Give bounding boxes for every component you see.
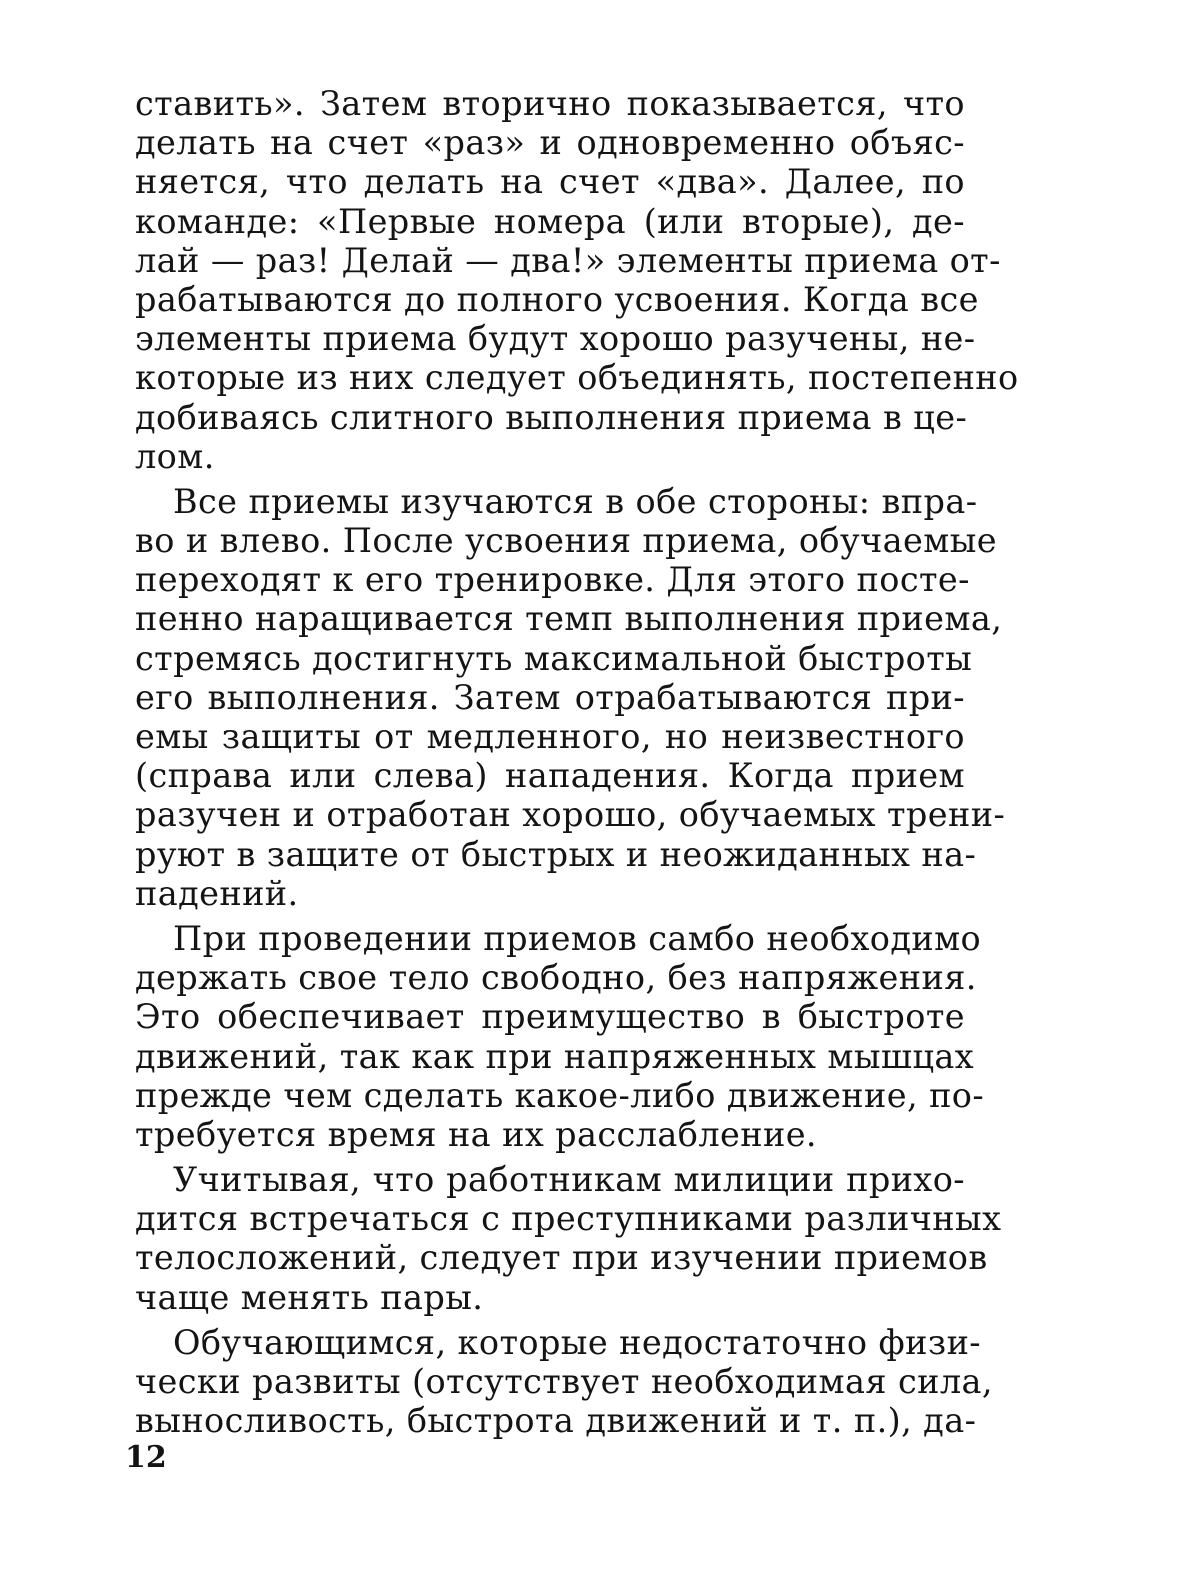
text-line: емы защиты от медленного, но неизвестного xyxy=(135,717,965,756)
text-line: Это обеспечивает преимущество в быстроте xyxy=(135,997,965,1037)
text-line: ставить». Затем вторично показывается, что xyxy=(135,84,965,123)
text-line: прежде чем сделать какое-либо движение, по- xyxy=(135,1075,985,1115)
text-line: При проведении приемов самбо необходимо xyxy=(173,918,982,958)
text-line: разучен и отработан хорошо, обучаемых трени- xyxy=(135,795,1006,835)
text-line: чаще менять пары. xyxy=(135,1277,484,1317)
text-line: движений, так как при напряженных мышцах xyxy=(135,1036,975,1076)
text-line: добиваясь слитного выполнения приема в це- xyxy=(135,397,968,437)
text-line: чески развиты (отсутствует необходимая сила, xyxy=(135,1362,993,1401)
text-line: держать свое тело свободно, без напряжения. xyxy=(135,958,977,998)
text-line: требуется время на их расслабление. xyxy=(135,1114,817,1154)
text-line: Обучающимся, которые недостаточно физи- xyxy=(173,1322,982,1362)
text-line: падений. xyxy=(135,873,299,913)
paragraph-3 xyxy=(135,918,985,1154)
text-line: лом. xyxy=(135,436,215,476)
text-line: его выполнения. Затем отрабатываются при- xyxy=(135,677,965,717)
page-number: 12 xyxy=(125,1440,167,1475)
body-text xyxy=(135,84,1019,1441)
text-line: дится встречаться с преступниками различных xyxy=(135,1199,1002,1239)
text-line: телосложений, следует при изучении приемов xyxy=(135,1238,988,1278)
text-line: няется, что делать на счет «два». Далее, по xyxy=(135,162,965,202)
text-line: Учитывая, что работникам милиции прихо- xyxy=(173,1160,965,1200)
text-line: стремясь достигнуть максимальной быстроты xyxy=(135,638,973,678)
text-line: выносливость, быстрота движений и т. п.), да- xyxy=(135,1401,977,1441)
text-line: команде: «Первые номера (или вторые), де- xyxy=(135,201,965,241)
paragraph-5 xyxy=(135,1322,993,1441)
text-line: элементы приема будут хорошо разучены, не- xyxy=(135,319,976,359)
text-line: руют в защите от быстрых и неожиданных на- xyxy=(135,834,977,874)
paragraph-4 xyxy=(135,1160,1002,1317)
text-line: лай — раз! Делай — два!» элементы приема от- xyxy=(135,240,1001,280)
text-line: рабатываются до полного усвоения. Когда все xyxy=(135,279,979,319)
text-line: переходят к его тренировке. Для этого посте- xyxy=(135,560,970,600)
text-line: во и влево. После усвоения приема, обучаемые xyxy=(135,521,998,561)
text-line: пенно наращивается темп выполнения приема, xyxy=(135,599,1003,639)
paragraph-2 xyxy=(135,481,1006,913)
text-line: которые из них следует объединять, постепенно xyxy=(135,358,1019,398)
text-line: делать на счет «раз» и одновременно объяс- xyxy=(135,123,965,163)
text-line: Все приемы изучаются в обе стороны: впра- xyxy=(173,481,978,521)
paragraph-1 xyxy=(135,84,1019,476)
text-line: (справа или слева) нападения. Когда прием xyxy=(135,756,965,796)
